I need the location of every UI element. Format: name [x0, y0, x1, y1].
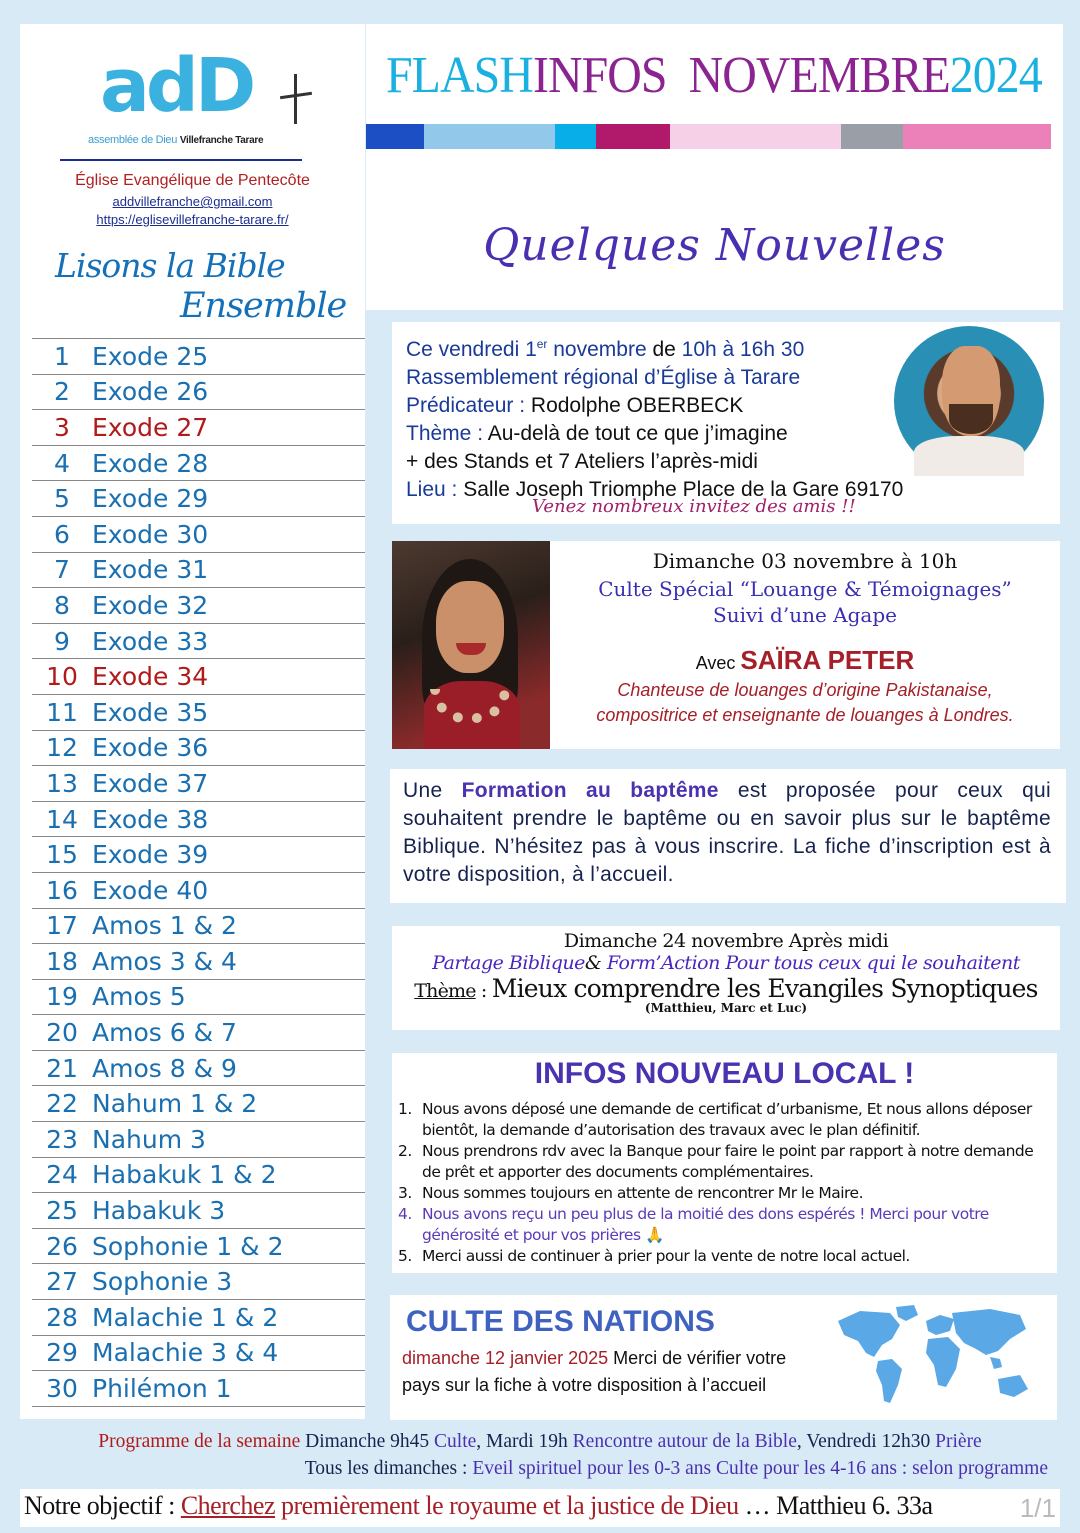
logo-divider [60, 159, 302, 161]
nations-title: CULTE DES NATIONS [406, 1305, 715, 1338]
reading-row [32, 517, 365, 553]
email-link[interactable]: addvillefranche@gmail.com [112, 194, 273, 209]
reading-day: 10 [46, 662, 78, 692]
reading-row [32, 731, 365, 767]
newsletter-title [386, 46, 1042, 105]
event-connector: de [646, 338, 682, 361]
guest-name: SAÏRA PETER [740, 645, 915, 675]
logo-subtitle [88, 134, 263, 146]
event-preacher-line [406, 392, 903, 420]
color-swatch [424, 124, 555, 149]
reading-day: 29 [46, 1338, 78, 1368]
programme-line-2 [0, 1455, 1080, 1482]
logo-subtitle-light: assemblée de Dieu [88, 134, 178, 146]
church-name: Église Evangélique de Pentecôte [75, 172, 310, 189]
reading-reference: Exode 32 [92, 590, 209, 620]
reading-day: 11 [46, 697, 78, 727]
reading-row [32, 944, 365, 980]
programme-priere: Prière [935, 1431, 982, 1452]
guest-description [550, 678, 1060, 728]
bible-reading-title: Lisons la Bible [55, 246, 285, 285]
theme-label: Thème : [406, 422, 488, 445]
local-info [392, 1053, 1057, 1273]
baptism-prefix: Une [403, 779, 462, 802]
reading-reference: Amos 5 [92, 982, 186, 1012]
reading-day: 20 [46, 1018, 78, 1048]
reading-row [32, 1158, 365, 1194]
reading-day: 3 [54, 412, 70, 442]
reading-reference: Amos 8 & 9 [92, 1053, 237, 1083]
reading-reference: Habakuk 3 [92, 1196, 226, 1226]
local-info-list [398, 1099, 1053, 1267]
guest-description-2: compositrice et enseignante de louanges à Londres. [596, 705, 1014, 725]
programme-tuesday: , Mardi 19h [476, 1431, 573, 1452]
reading-reference: Exode 35 [92, 697, 209, 727]
reading-day: 19 [46, 982, 78, 1012]
reading-reference: Sophonie 3 [92, 1267, 233, 1297]
world-map-icon [830, 1299, 1040, 1415]
theme-text: Au-delà de tout ce que j’imagine [487, 422, 788, 445]
reading-day: 24 [46, 1160, 78, 1190]
reading-day: 1 [54, 341, 70, 371]
reading-day: 12 [46, 733, 78, 763]
event-invite: Venez nombreux invitez des amis !! [532, 496, 856, 517]
reading-day: 17 [46, 911, 78, 941]
section-title: Quelques Nouvelles [483, 220, 946, 271]
reading-row [32, 1051, 365, 1087]
reading-day: 7 [54, 555, 70, 585]
partage-part1: Partage Biblique [432, 952, 585, 974]
reading-day: 22 [46, 1089, 78, 1119]
cross-icon [294, 74, 297, 124]
reading-row [32, 1086, 365, 1122]
local-info-item [398, 1183, 1053, 1204]
reading-row [32, 1336, 365, 1372]
reading-row [32, 624, 365, 660]
reading-reference: Nahum 3 [92, 1124, 206, 1154]
title-year: 2024 [949, 47, 1042, 104]
color-swatch [903, 124, 1051, 149]
item-text: Nous avons reçu un peu plus de la moitié des dons espérés ! Merci pour votre générosité et pour vos prières 🙏 [422, 1205, 989, 1244]
item-text: Nous prendrons rdv avec la Banque pour faire le point par rapport à notre demande de prêt et apporter des documents complémentaires. [422, 1142, 1034, 1181]
page-number: 1/1 [1019, 1493, 1056, 1523]
reading-reference: Exode 36 [92, 733, 209, 763]
partage-date: Dimanche 24 novembre Après midi [563, 930, 889, 952]
reading-row [32, 446, 365, 482]
local-info-item [398, 1246, 1053, 1267]
reading-reference: Exode 25 [92, 341, 209, 371]
event-louange-text [550, 541, 1060, 728]
reading-reference: Exode 26 [92, 377, 209, 407]
reading-reference: Sophonie 1 & 2 [92, 1231, 284, 1261]
item-text: Merci aussi de continuer à prier pour la vente de notre local actuel. [422, 1247, 910, 1265]
reading-day: 16 [46, 875, 78, 905]
reading-day: 15 [46, 840, 78, 870]
reading-day: 8 [54, 590, 70, 620]
preacher-name: Rodolphe OBERBECK [530, 394, 744, 417]
website-link[interactable]: https://eglisevillefranche-tarare.fr/ [96, 212, 289, 227]
item-number: 5. [398, 1247, 412, 1265]
church-logo [80, 43, 320, 156]
bible-reading-title-2: Ensemble [180, 286, 347, 326]
reading-reference: Exode 33 [92, 626, 209, 656]
reading-day: 26 [46, 1231, 78, 1261]
color-swatch [670, 124, 841, 149]
reading-row [32, 659, 365, 695]
place-label: Lieu : [406, 478, 464, 501]
nations-text-2: pays sur la fiche à votre disposition à l’accueil [402, 1375, 767, 1395]
objective-reference: … Matthieu 6. 33a [738, 1491, 933, 1520]
baptism-body: est proposée pour ceux qui souhaitent prendre le baptême ou en savoir plus sur le baptême Biblique. N’hésitez pas à vous inscrire. La fiche d’inscription est à votre disposition, à l’accueil. [403, 779, 1051, 886]
reading-row [32, 766, 365, 802]
reading-row [32, 410, 365, 446]
sundays-text: Eveil spirituel pour les 0-3 ans Culte pour les 4-16 ans : selon programme [472, 1458, 1048, 1479]
reading-row [32, 588, 365, 624]
decorative-color-bar [366, 124, 1051, 149]
reading-row [32, 339, 365, 375]
reading-reference: Habakuk 1 & 2 [92, 1160, 277, 1190]
item-number: 1. [398, 1100, 412, 1118]
preacher-photo [894, 326, 1044, 476]
baptism-highlight: Formation au baptême [461, 779, 719, 802]
event-time: 10h à 16h 30 [681, 338, 805, 361]
weekly-programme [0, 1428, 1080, 1482]
programme-friday: , Vendredi 12h30 [796, 1431, 936, 1452]
reading-reference: Amos 6 & 7 [92, 1018, 237, 1048]
baptism-text [403, 777, 1051, 889]
programme-culte: Culte [434, 1431, 477, 1452]
with-label: Avec [695, 653, 741, 673]
reading-row [32, 1193, 365, 1229]
item-number: 2. [398, 1142, 412, 1160]
local-info-item [398, 1099, 1053, 1141]
reading-row [32, 1122, 365, 1158]
reading-reference: Philémon 1 [92, 1374, 232, 1404]
reading-reference: Amos 1 & 2 [92, 911, 237, 941]
reading-day: 14 [46, 804, 78, 834]
reading-row [32, 553, 365, 589]
header-panel [366, 24, 1063, 310]
reading-row [32, 837, 365, 873]
event-date-sup: er [536, 337, 548, 351]
reading-reference: Nahum 1 & 2 [92, 1089, 258, 1119]
reading-reference: Exode 34 [92, 662, 209, 692]
event-details [406, 330, 903, 504]
reading-row [32, 873, 365, 909]
reading-reference: Exode 30 [92, 519, 209, 549]
sundays-label: Tous les dimanches : [304, 1458, 473, 1479]
color-swatch [841, 124, 903, 149]
reading-reference: Exode 40 [92, 875, 209, 905]
reading-row [32, 980, 365, 1016]
local-info-item [398, 1141, 1053, 1183]
event-date-line [406, 330, 903, 364]
item-text: Nous sommes toujours en attente de rencontrer Mr le Maire. [422, 1184, 863, 1202]
place-text: Salle Joseph Triomphe Place de la Gare 69170 [463, 478, 904, 501]
programme-bible: Rencontre autour de la Bible [572, 1431, 797, 1452]
reading-day: 9 [54, 626, 70, 656]
item-number: 3. [398, 1184, 412, 1202]
event-theme-line [406, 420, 903, 448]
objective-underlined: Cherchez [180, 1491, 276, 1520]
reading-row [32, 375, 365, 411]
guest-line [550, 645, 1060, 676]
color-swatch [555, 124, 596, 149]
photo-face [436, 581, 504, 673]
event-louange [392, 541, 1060, 749]
reading-reference: Malachie 1 & 2 [92, 1302, 279, 1332]
reading-day: 23 [46, 1124, 78, 1154]
baptism-announcement [390, 769, 1066, 903]
reading-row [32, 1264, 365, 1300]
preacher-label: Prédicateur : [406, 394, 531, 417]
reading-day: 4 [54, 448, 70, 478]
theme-sep: : [475, 980, 492, 1002]
reading-day: 25 [46, 1196, 78, 1226]
local-info-item [398, 1204, 1053, 1246]
partage-part2: Form’Action Pour tous ceux qui le souhaitent [606, 952, 1020, 974]
reading-reference: Exode 29 [92, 484, 209, 514]
theme-label: Thème [414, 980, 476, 1002]
photo-beard [949, 404, 993, 434]
objective-verse: premièrement le royaume et la justice de Dieu [275, 1491, 739, 1520]
reading-reference: Exode 39 [92, 840, 209, 870]
reading-reference: Exode 27 [92, 412, 209, 442]
reading-day: 5 [54, 484, 70, 514]
event-date: Dimanche 03 novembre à 10h [652, 549, 958, 573]
nations-text [402, 1345, 786, 1399]
local-info-title: INFOS NOUVEAU LOCAL ! [534, 1057, 915, 1090]
event-extra: + des Stands et 7 Ateliers l’après-midi [406, 450, 758, 473]
reading-plan-list [32, 338, 365, 1407]
reading-day: 27 [46, 1267, 78, 1297]
reading-row [32, 1229, 365, 1265]
event-title: Culte Spécial “Louange & Témoignages” [598, 577, 1012, 601]
reading-day: 18 [46, 946, 78, 976]
event-date: Ce vendredi 1 [406, 338, 537, 361]
partage-amp: & [584, 952, 607, 974]
logo-letters: adD [100, 43, 253, 129]
reading-reference: Exode 38 [92, 804, 209, 834]
partage-note: (Matthieu, Marc et Luc) [644, 1001, 808, 1015]
event-rassemblement [392, 322, 1060, 524]
reading-row [32, 1300, 365, 1336]
culte-des-nations [390, 1295, 1057, 1420]
reading-day: 28 [46, 1302, 78, 1332]
reading-row [32, 1371, 365, 1407]
item-number: 4. [398, 1205, 412, 1223]
reading-row [32, 909, 365, 945]
programme-sunday: Dimanche 9h45 [300, 1431, 435, 1452]
title-month: INFOS NOVEMBRE [532, 47, 950, 104]
reading-row [32, 802, 365, 838]
event-title: Rassemblement régional d’Église à Tarare [406, 366, 801, 389]
item-text: Nous avons déposé une demande de certificat d’urbanisme, Et nous allons déposer bientôt, la demande d’autorisation des travaux avec le plan définitif. [422, 1100, 1032, 1139]
reading-reference: Malachie 3 & 4 [92, 1338, 279, 1368]
objective-banner [20, 1489, 1060, 1527]
event-subtitle: Suivi d’une Agape [713, 603, 897, 627]
guest-description-1: Chanteuse de louanges d’origine Pakistanaise, [617, 680, 993, 700]
guest-photo [392, 541, 550, 749]
partage-theme: Mieux comprendre les Evangiles Synoptiques [491, 974, 1038, 1003]
partage-theme-line [392, 974, 1060, 1003]
partage-biblique [392, 926, 1060, 1030]
reading-day: 6 [54, 519, 70, 549]
reading-row [32, 695, 365, 731]
objective-label: Notre objectif : [24, 1491, 181, 1520]
nations-date: dimanche 12 janvier 2025 [402, 1348, 609, 1368]
reading-reference: Amos 3 & 4 [92, 946, 237, 976]
logo-subtitle-bold: Villefranche Tarare [179, 135, 264, 146]
reading-reference: Exode 31 [92, 555, 209, 585]
reading-day: 21 [46, 1053, 78, 1083]
title-flash: FLASH [386, 47, 533, 104]
reading-row [32, 1015, 365, 1051]
color-swatch [596, 124, 670, 149]
programme-label: Programme de la semaine [98, 1431, 301, 1452]
reading-reference: Exode 37 [92, 768, 209, 798]
partage-title [392, 952, 1060, 974]
left-column [20, 24, 365, 1419]
reading-day: 30 [46, 1374, 78, 1404]
objective-text [24, 1491, 933, 1521]
photo-shirt [914, 436, 1024, 476]
reading-day: 13 [46, 768, 78, 798]
color-swatch [366, 124, 424, 149]
reading-row [32, 481, 365, 517]
event-month: novembre [547, 338, 647, 361]
programme-line-1 [0, 1428, 1080, 1455]
reading-reference: Exode 28 [92, 448, 209, 478]
reading-day: 2 [54, 377, 70, 407]
nations-text-1: Merci de vérifier votre [608, 1348, 787, 1368]
